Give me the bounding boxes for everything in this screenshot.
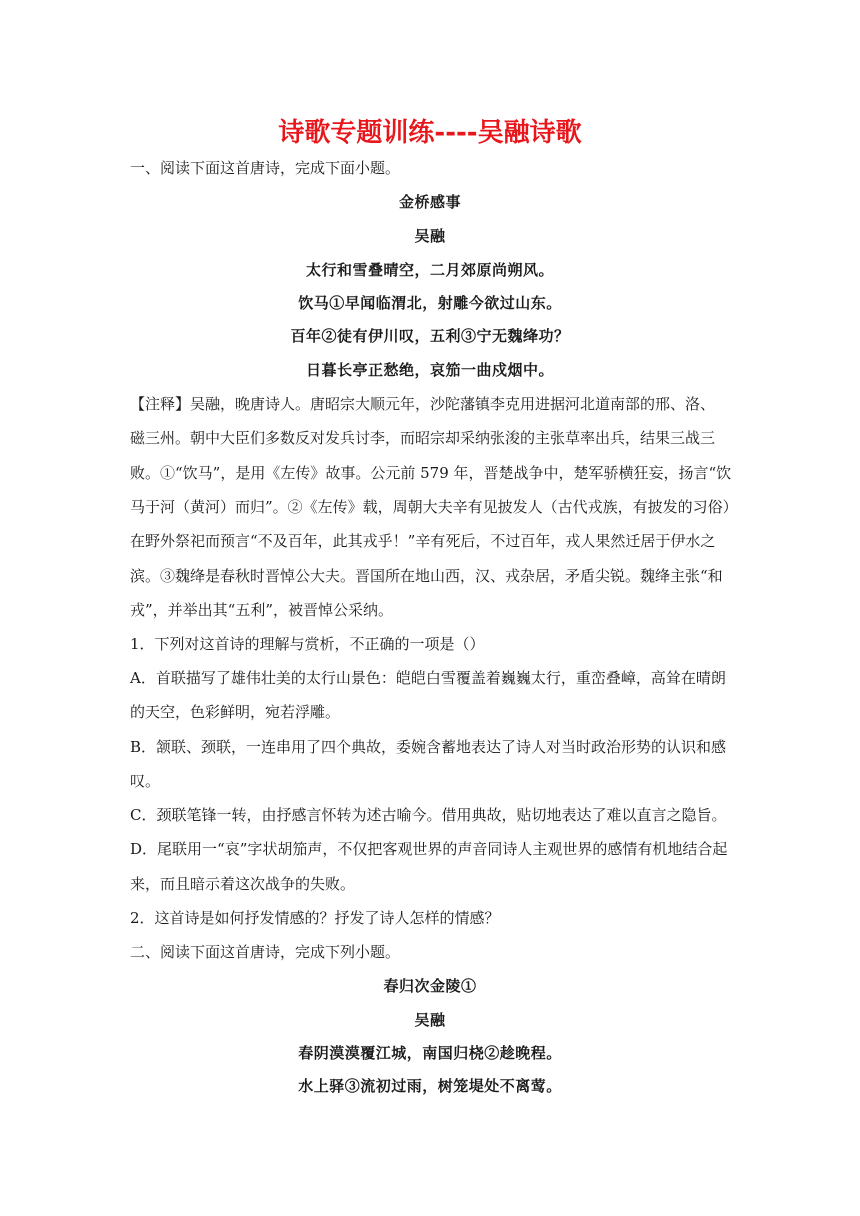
poem-2-title: 春归次金陵①	[383, 977, 477, 995]
q1-option-line-2: 的天空，色彩鲜明，宛若浮雕。	[130, 703, 341, 721]
note-line-4: 马于河（黄河）而归”。②《左传》载，周朝大夫辛有见披发人（古代戎族，有披发的习俗）	[130, 498, 738, 516]
note-line-3: 败。①“饮马”，是用《左传》故事。公元前 579 年，晋楚战争中，楚军骄横狂妄，扬言“饮	[130, 464, 732, 482]
section-2-heading: 二、阅读下面这首唐诗，完成下列小题。	[130, 943, 401, 961]
note-line-6: 滨。③魏绛是春秋时晋悼公大夫。晋国所在地山西，汉、戎杂居，矛盾尖锐。魏绛主张“和	[130, 567, 723, 585]
poem-2-line-1: 春阴漠漠覆江城，南国归桡②趁晚程。	[298, 1044, 562, 1062]
poem-1-line-1: 太行和雪叠晴空，二月郊原尚朔风。	[305, 261, 554, 279]
q1-option-line-3: B．颔联、颈联，一连串用了四个典故，委婉含蓄地表达了诗人对当时政治形势的认识和感	[130, 738, 727, 756]
note-line-2: 磁三州。朝中大臣们多数反对发兵讨李，而昭宗却采纳张浚的主张草率出兵，结果三战三	[130, 429, 716, 447]
question-2: 2．这首诗是如何抒发情感的？抒发了诗人怎样的情感？	[130, 909, 500, 927]
poem-2-line-2: 水上驿③流初过雨，树笼堤处不离莺。	[298, 1077, 562, 1095]
note-line-5: 在野外祭祀而预言“不及百年，此其戎乎！”辛有死后，不过百年，戎人果然迁居于伊水之	[130, 532, 716, 550]
q1-option-line-7: 来，而且暗示着这次战争的失败。	[130, 875, 356, 893]
q1-option-line-6: D．尾联用一“哀”字状胡笳声，不仅把客观世界的声音同诗人主观世界的感情有机地结合起	[130, 840, 728, 858]
poem-2-poet: 吴融	[414, 1011, 446, 1029]
q1-option-line-4: 叹。	[130, 772, 161, 790]
section-1-heading: 一、阅读下面这首唐诗，完成下面小题。	[130, 159, 401, 177]
note-line-1: 【注释】吴融，晚唐诗人。唐昭宗大顺元年，沙陀藩镇李克用进据河北道南部的邢、洛、	[130, 395, 716, 413]
q1-option-line-1: A．首联描写了雄伟壮美的太行山景色：皑皑白雪覆盖着巍巍太行，重峦叠嶂，高耸在晴朗	[130, 669, 726, 687]
poem-1-line-2: 饮马①早闻临渭北，射雕今欲过山东。	[298, 294, 562, 312]
q1-option-line-5: C．颈联笔锋一转，由抒感言怀转为述古喻今。借用典故，贴切地表达了难以直言之隐旨。	[130, 806, 727, 824]
note-line-7: 戎”，并举出其“五利”，被晋悼公采纳。	[130, 601, 394, 619]
poem-1-line-3: 百年②徒有伊川叹，五利③宁无魏绛功？	[290, 327, 570, 345]
question-1: 1．下列对这首诗的理解与赏析，不正确的一项是（）	[130, 635, 485, 653]
poem-1-line-4: 日暮长亭正愁绝，哀笳一曲戍烟中。	[305, 361, 554, 379]
document-title: 诗歌专题训练----吴融诗歌	[278, 118, 582, 148]
poem-1-poet: 吴融	[414, 227, 446, 245]
poem-1-title: 金桥感事	[398, 193, 461, 211]
